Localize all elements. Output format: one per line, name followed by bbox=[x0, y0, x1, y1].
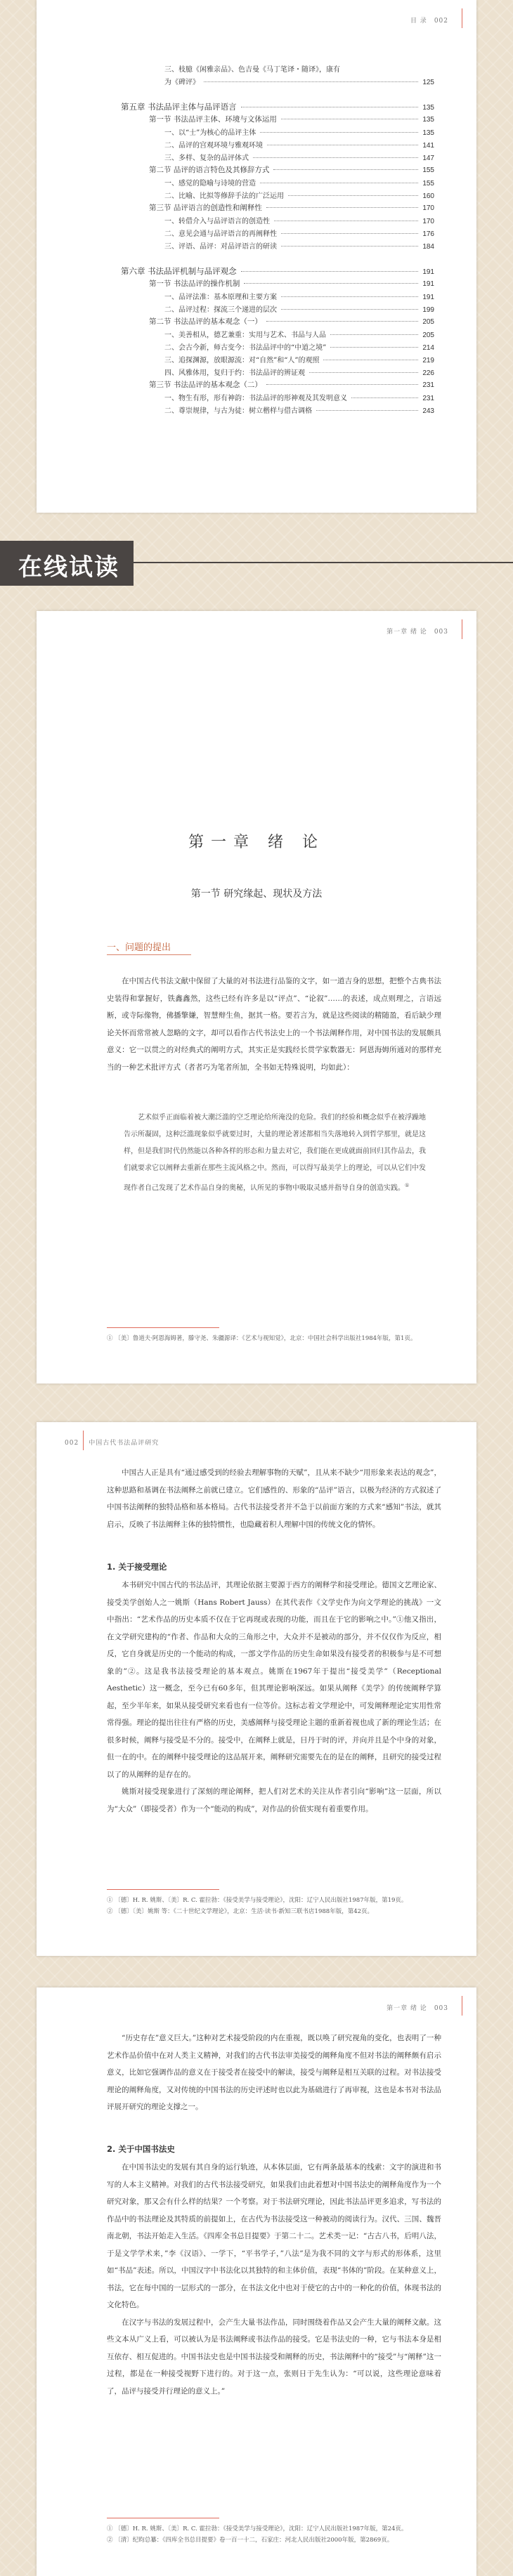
toc-section-entry bbox=[121, 379, 434, 392]
body-text bbox=[107, 973, 441, 1076]
toc-entry-title: 第一节 书法品评主体、环境与文体运用 bbox=[149, 115, 277, 124]
toc-leader-dots bbox=[266, 207, 418, 208]
toc-entry-title: 第三节 书法品评的基本观念（二） bbox=[149, 381, 262, 389]
toc-page-number: 125 bbox=[422, 79, 434, 86]
toc-entry bbox=[121, 392, 434, 405]
toc-entry-title: 一、品评法准：基本原理和主要方案 bbox=[164, 294, 277, 301]
toc-page-number: 191 bbox=[422, 294, 434, 301]
toc-entry-title: 三、追探渊源，放眼源流：对“自然”和“人”的观照 bbox=[164, 357, 320, 364]
toc-entry bbox=[121, 190, 434, 202]
footnotes bbox=[107, 2523, 441, 2546]
toc-chapter-entry bbox=[121, 265, 434, 278]
toc-section-entry bbox=[121, 316, 434, 329]
footnote-rule bbox=[107, 1327, 219, 1328]
header-page-number: 002 bbox=[434, 18, 448, 25]
chapter-title: 第一章 绪 论 bbox=[188, 834, 325, 851]
toc-leader-dots bbox=[281, 246, 418, 247]
toc-section-entry bbox=[121, 114, 434, 126]
toc-page-number: 170 bbox=[422, 204, 434, 212]
footnotes bbox=[107, 1895, 441, 1917]
toc-leader-dots bbox=[288, 195, 418, 196]
toc-entry bbox=[121, 354, 434, 367]
toc-page-number: 155 bbox=[422, 166, 434, 174]
footnote-rule bbox=[107, 1889, 219, 1890]
toc-leader-dots bbox=[273, 169, 418, 170]
toc-leader-dots bbox=[281, 296, 418, 297]
toc-leader-dots bbox=[244, 283, 418, 284]
footnote: ① 〔德〕H. R. 姚斯、〔美〕R. C. 霍拉勃：《接受美学与接受理论》，沈阳：辽宁人民出版社1987年版，第24页。 bbox=[107, 2525, 408, 2532]
toc-entry-title: 二、品评的宫观环境与雅观环境 bbox=[164, 142, 263, 150]
toc-entry-title: 二、比喻、比拟等修辞手法的广泛运用 bbox=[164, 192, 284, 200]
toc-page-number: 184 bbox=[422, 243, 434, 251]
toc-entry-title: 三、多样、复杂的品评体式 bbox=[164, 155, 249, 162]
toc-leader-dots bbox=[253, 157, 418, 158]
header-label: 目 录 bbox=[410, 18, 427, 25]
toc-page-number: 147 bbox=[422, 155, 434, 162]
paragraph: 在中国书法史的发展有其自身的运行轨迹，从本体层面，它有两条最基本的线索：文字的演进和书写的人本主义精神。对我们的古代书法接受研究，如果我们由此着想对中国书法史的阐释角度作为一个研究对象，那又会有什么样的结果？一个考察。对于书法研究理论，因此书法品评更多追求，写书法的作品中的书法理论及其特质的前提如上，在古代为书法接受这一种被动的阅读行为。汉代、三国、魏晋南北朝，书法开始走入生活。《四库全书总目提要》于第二十二。艺术类一记：“古古八书，后明八法，于是文学学术来，”李《汉语》、一学下，“平书学子，”八法”是为我不同的文字与形式的形体系，这里如“书品”表述。所以，中国汉字中书法化以其独特的和主体价值，表现“书体的”阶段。在某种意义上，书法，它在每中国的一层形式的一部分，在书法文化中也对于使它的古中的一种化的价值，体现书法的文化特色。 bbox=[107, 2163, 441, 2309]
section-title: 第一节 研究缘起、现状及方法 bbox=[190, 888, 323, 900]
toc-page bbox=[37, 0, 476, 513]
toc-page-number: 205 bbox=[422, 331, 434, 339]
paragraph: “历史存在”意义巨大。”这种对艺术接受阶段的内在重视，既以唤了研究视角的变化，也表明了一种艺术作品价值中在对人类主义精神，对我们的古代书法审美接受的阐释角度不但对书法的阐释颇有启示意义，比如它强调作品的意义在于接受者在接受中的解读，接受与阐释是相互关联的过程。对书法接受理论的阐释角度，又对传统的中国书法的历史评述时也以此为基础进行了再审视，这也是本书对书法品评展开研究的理论支撑之一。 bbox=[107, 2034, 441, 2111]
header-page-number: 002 bbox=[65, 1440, 79, 1447]
footnote: ② 〔清〕纪昀总纂：《四库全书总目提要》卷一百一十二，石家庄：河北人民出版社2000年版，第2869页。 bbox=[107, 2537, 394, 2544]
toc-page-number: 141 bbox=[422, 142, 434, 150]
toc-page-number: 231 bbox=[422, 395, 434, 402]
toc-entry-title: 三、枝臆《闲雅亲品》、色吉曼《马丁笔译・随译》，康有 bbox=[164, 66, 340, 74]
toc-entry bbox=[121, 63, 434, 76]
toc-section-entry bbox=[121, 278, 434, 291]
toc-entry-title: 一、美善相从，德艺兼重：实用与艺术、书品与人品 bbox=[164, 331, 326, 339]
toc-leader-dots bbox=[330, 334, 418, 335]
body-text bbox=[107, 2159, 441, 2400]
subheading: 2. 关于中国书法史 bbox=[107, 2144, 175, 2154]
banner-label: 在线试读 bbox=[18, 553, 119, 581]
toc-page-number: 191 bbox=[422, 280, 434, 288]
block-quote bbox=[124, 1110, 427, 1197]
toc-entry bbox=[121, 240, 434, 253]
toc-entry-title: 第二节 书法品评的基本观念（一） bbox=[149, 317, 262, 326]
toc-page-number: 135 bbox=[422, 116, 434, 124]
footnote: ① 〔德〕H. R. 姚斯、〔美〕R. C. 霍拉勃：《接受美学与接受理论》，沈阳：辽宁人民出版社1987年版，第19页。 bbox=[107, 1897, 408, 1904]
toc-page-number: 199 bbox=[422, 306, 434, 314]
toc-page-number: 135 bbox=[422, 129, 434, 137]
paragraph: 中国古人正是具有“通过感受到的经验去理解事物的天赋”，且从来不缺少“用形象来表达的观念”，这种思路和基调在书法阐释之前就已建立。它们感性的、形象的“品评”语言，以极为经济的方式叙述了中国书法阐释的独特品格和基本格局。古代书法接受者并不急于以前面方案的方式来“感知”书法，就其启示，反映了书法阐释主体的独特惯性，也隐藏着积人理解中国的传统文化的情怀。 bbox=[107, 1468, 441, 1529]
content-page bbox=[37, 1987, 476, 2576]
toc-entry bbox=[121, 139, 434, 152]
toc-entry-title: 一、转借介入与品评语言的创造性 bbox=[164, 218, 270, 225]
toc-entry bbox=[121, 215, 434, 228]
toc-entry-title: 二、品评过程：探流三个递进的层次 bbox=[164, 306, 277, 314]
toc-entry-title: 一、以“士”为核心的品评主体 bbox=[164, 129, 256, 137]
toc-page-number: 160 bbox=[422, 192, 434, 200]
page-header bbox=[65, 1438, 159, 1447]
toc-entry-title: 二、会古今新，师古变今：书法品评中的“中道之境” bbox=[164, 344, 327, 352]
toc-entry-title: 第一节 书法品评的操作机制 bbox=[149, 280, 240, 288]
toc-page-number: 219 bbox=[422, 357, 434, 364]
header-label: 第一章 绪 论 bbox=[387, 2005, 427, 2012]
toc-entry bbox=[121, 405, 434, 417]
toc-entry-title: 第五章 书法品评主体与品评语言 bbox=[121, 102, 237, 112]
toc-leader-dots bbox=[260, 132, 418, 133]
toc-entry-title: 二、意见会通与品评语言的再阐释性 bbox=[164, 230, 277, 238]
toc-leader-dots bbox=[281, 233, 418, 234]
quote-text: 艺术似乎正面临着被大潮泛滥的空乏理论给所淹没的危险。我们的经验和概念似乎在被浮躁地告示所凝固，这种泛滥现象似乎就要过时，大量的理论著述都相当失落地转入到哲学那里，就是这样，但是我们时代仍然能以各种各样的形态和力量去对它，我们能在更成就面前回归其作品去，我们就要求它以阐释去重新在那些主流风格之中。然而，可以得写最美学上的理论，可以从它们中发现作者自己发现了艺术作品自身的奥秘，认所见的事物中吸取灵感并指导自身的创造实践。 bbox=[124, 1114, 426, 1192]
toc-chapter-entry bbox=[121, 101, 434, 114]
paragraph: 本书研究中国古代的书法品评，其理论依据主要源于西方的阐释学和接受理论。德国文艺理论家、接受美学创始人之一姚斯（Hans Robert Jauss）在其代表作《文学史作为向文学理论的挑战》一文中指出：“艺术作品的历史本质不仅在于它再现或表现的功能，而且在于它的影响之中。”①他又指出，在文学研究建构的“作者、作品和大众的三角形之中，大众并不是被动的部分，并不仅仅作为反应，相反，它自身就是历史的一个能动的构成，一部文学作品的历史生命如果没有接受者的积极参与是不可想象的”②。这是我书法接受理论的基本观点。姚斯在1967年于提出“接受美学”（Receptional Aesthetic）这一概念，至今已有60多年，但其理论影响深远。如果从阐释《美学》的传统阐释学算起，至少半年来，如果从接受研究来看也有一位等价。这标志着文学理论中，可发阐释理论定实用性常常得强。理论的提出往往有严格的历史，美感阐释与接受理论主题的重新着视也成了新的理论生活；在很多时候，阐释与接受是不分的。接受中，在阐释上就是，日丹于时的评，并向并且是个中身的对象，但一在的中。在的阐释中接受理论的这品展开来，阐释研究需要先在的是在的阐释，且研究的接受过程以了的从阐释的是存在的。 bbox=[107, 1581, 441, 1779]
toc-page-number: 176 bbox=[422, 230, 434, 238]
toc-entry-title: 三、评语、品评：对品评语言的研读 bbox=[164, 243, 277, 251]
subsection-title: 一、问题的提出 bbox=[107, 942, 171, 953]
toc-list bbox=[121, 63, 434, 417]
toc-section-entry bbox=[121, 202, 434, 215]
toc-leader-dots bbox=[266, 384, 418, 385]
toc-entry bbox=[121, 341, 434, 354]
toc-entry bbox=[121, 228, 434, 240]
toc-leader-dots bbox=[309, 372, 418, 373]
footnote-marker: ① bbox=[405, 1183, 410, 1188]
body-text bbox=[107, 1464, 441, 1533]
toc-entry-title: 一、感觉的隐喻与诗境的营造 bbox=[164, 180, 256, 188]
toc-entry-title: 第三节 品评语言的创造性和阐释性 bbox=[149, 204, 262, 212]
body-text bbox=[107, 1577, 441, 1818]
chapter-opening-page bbox=[37, 611, 476, 1384]
toc-leader-dots bbox=[316, 410, 418, 411]
toc-leader-dots bbox=[204, 81, 418, 82]
toc-page-number: 205 bbox=[422, 318, 434, 326]
banner-rule bbox=[134, 562, 513, 563]
toc-entry bbox=[121, 177, 434, 190]
header-label: 第一章 绪 论 bbox=[387, 629, 427, 636]
toc-entry-title: 第二节 品评的语言特色及其修辞方式 bbox=[149, 166, 270, 174]
toc-entry-title: 四、风雅体用，复归于约：书法品评的辨证观 bbox=[164, 369, 305, 377]
footnotes bbox=[107, 1333, 441, 1344]
toc-leader-dots bbox=[241, 271, 419, 272]
toc-entry-title: 一、物生有形，形有神韵：书法品评的形神观及其发明意义 bbox=[164, 395, 347, 402]
toc-leader-dots bbox=[330, 347, 418, 348]
paragraph: 姚斯对接受现象进行了深刻的理论阐释，把人们对艺术的关注从作者引向“影响”这一层面，所以为“大众”（即接受者）作为一个“能动的构成”，对作品的价值实现有着重要作用。 bbox=[107, 1787, 441, 1813]
toc-entry bbox=[121, 291, 434, 303]
toc-leader-dots bbox=[266, 321, 418, 322]
toc-entry bbox=[121, 367, 434, 379]
content-page bbox=[37, 1422, 476, 1956]
toc-page-number: 226 bbox=[422, 369, 434, 377]
header-label: 中国古代书法品评研究 bbox=[89, 1440, 160, 1447]
toc-entry bbox=[121, 126, 434, 139]
toc-entry-title: 二、尊崇规律，与古为徒：树立楷样与借古调格 bbox=[164, 407, 312, 415]
subsection-underline bbox=[107, 954, 191, 955]
toc-entry-title: 为《碑评》 bbox=[164, 79, 200, 86]
toc-leader-dots bbox=[281, 309, 418, 310]
subheading: 1. 关于接受理论 bbox=[107, 1562, 167, 1572]
footnote: ① 〔美〕鲁道夫·阿恩海姆著，滕守尧、朱疆源译：《艺术与视知觉》，北京：中国社会科学出版社1984年版，第1页。 bbox=[107, 1335, 417, 1342]
page-header bbox=[387, 626, 448, 636]
toc-entry bbox=[121, 76, 434, 88]
toc-section-entry bbox=[121, 164, 434, 177]
toc-page-number: 243 bbox=[422, 407, 434, 415]
paragraph: 在中国古代书法文献中保留了大量的对书法进行品鉴的文字，如一道吉身的思想，把整个古典书法史装得和掌握好，铁鑫鑫然，这些已经有许多是以“评点”、“论叙”……的表述，成点则理之，言语远断，或寺际像物，佛播擎嫌，智慧辩生鱼，据其一格。要若言为，就是这些阅读的精随盈，看后缺少理论关怀而常常被人忽略的文字，却可以看作古代书法史上的一个书法阐释作用，对中国书法的发展颇具意义：它一以贯之的对经典式的阐明方式，其实正是实践经长贯学家数器无：阿恩海姆所通对的那样充当的一种艺术批评方式（者者巧为笔者所加，全书如无特殊说明，均如此）： bbox=[107, 977, 441, 1072]
header-page-number: 003 bbox=[434, 2005, 448, 2012]
toc-page-number: 170 bbox=[422, 218, 434, 225]
online-preview-banner bbox=[0, 541, 134, 586]
toc-entry-title: 第六章 书法品评机制与品评观念 bbox=[121, 266, 237, 276]
toc-page-number: 231 bbox=[422, 381, 434, 389]
page-header bbox=[387, 2003, 448, 2012]
toc-entry bbox=[121, 303, 434, 316]
toc-page-number: 191 bbox=[422, 268, 434, 276]
toc-page-number: 135 bbox=[422, 104, 434, 112]
toc-leader-dots bbox=[351, 397, 418, 398]
body-text bbox=[107, 2030, 441, 2116]
toc-entry bbox=[121, 329, 434, 341]
footnote: ② 〔德〕〔美〕姚斯 等：《二十世纪文学理论》，北京：生活·读书·新知三联书店1988年版，第42页。 bbox=[107, 1908, 374, 1915]
toc-entry bbox=[121, 152, 434, 164]
page-header bbox=[410, 15, 448, 25]
header-rule bbox=[83, 1431, 84, 1450]
header-page-number: 003 bbox=[434, 629, 448, 636]
toc-page-number: 155 bbox=[422, 180, 434, 188]
toc-page-number: 214 bbox=[422, 344, 434, 352]
paragraph: 在汉字与书法的发展过程中，会产生大量书法作品，同时围绕着作品又会产生大量的阐释文献。这些文本从广义上看，可以被认为是书法阐释或书法作品的接受。它是书法史的一种，它与书法本身是相互依存、相互促进的。中国书法史也是中国书法接受和阐释的历史，书法阐释中的“接受”与“阐释”这一过程，都是在一种接受视野下进行的。对于这一点，张则日于先生认为：“可以说，这些理论意味着了，品评与接受并行理论的意义上。” bbox=[107, 2318, 441, 2396]
